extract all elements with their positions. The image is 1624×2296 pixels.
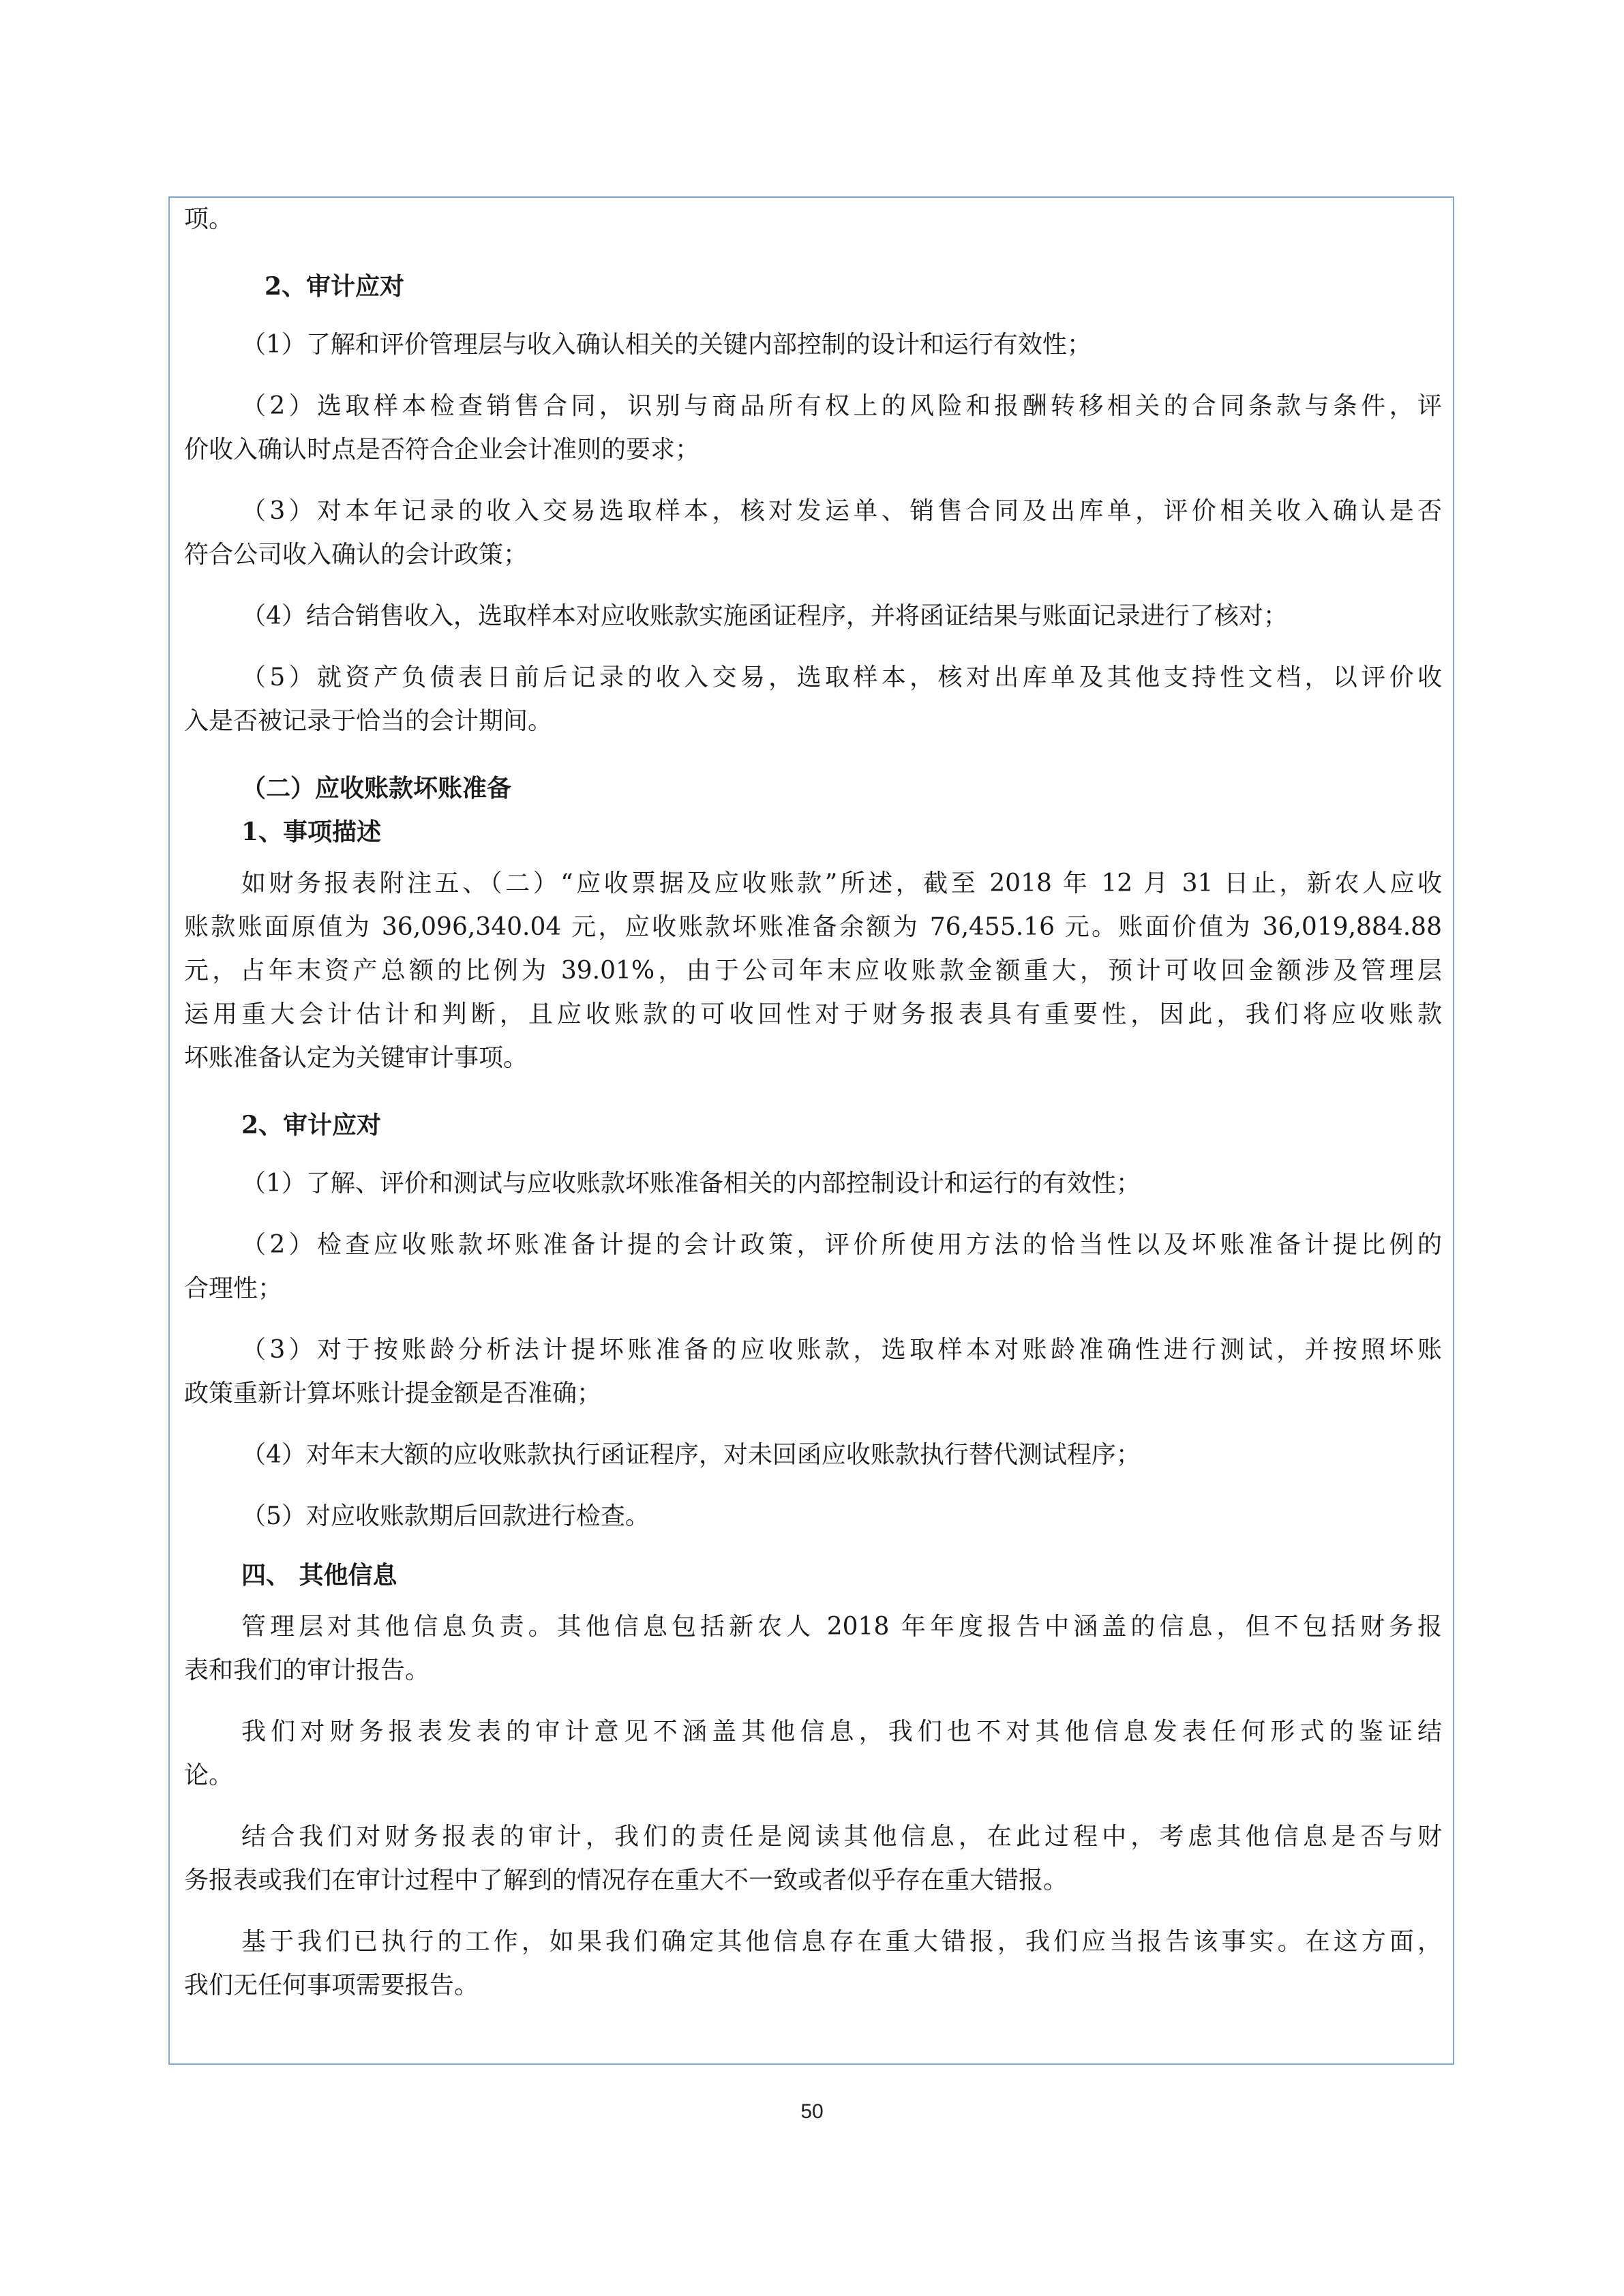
item-line: 入是否被记录于恰当的会计期间。	[184, 707, 553, 735]
audit-response-item-1	[184, 323, 1442, 367]
item-line: （4）结合销售收入，选取样本对应收账款实施函证程序，并将函证结果与账面记录进行了核对；	[241, 602, 1288, 630]
item-line: 符合公司收入确认的会计政策；	[184, 541, 528, 569]
description-heading: 1、事项描述	[241, 818, 382, 846]
section-two-title: （二）应收账款坏账准备	[241, 774, 512, 803]
paragraph-line: 结合我们对财务报表的审计，我们的责任是阅读其他信息，在此过程中，考虑其他信息是否与财	[241, 1823, 1442, 1851]
description-line: 坏账准备认定为关键审计事项。	[184, 1044, 528, 1072]
continuation-line: 项。	[184, 205, 234, 233]
description-line: 账款账面原值为 36,096,340.04 元，应收账款坏账准备余额为 76,455.16 元。账面价值为 36,019,884.88	[184, 913, 1442, 941]
audit-response-heading-1: 2、审计应对	[265, 272, 405, 301]
item-line: （1）了解和评价管理层与收入确认相关的关键内部控制的设计和运行有效性；	[241, 331, 1092, 359]
description-paragraph	[184, 862, 1442, 1080]
other-info-paragraph-2	[184, 1710, 1442, 1798]
item-line: （3）对本年记录的收入交易选取样本，核对发运单、销售合同及出库单，评价相关收入确认是否	[241, 497, 1442, 525]
audit-response-item-4	[184, 595, 1442, 638]
paragraph-line: 表和我们的审计报告。	[184, 1656, 430, 1684]
page-number: 50	[800, 2100, 824, 2123]
item-line: 政策重新计算坏账计提金额是否准确；	[184, 1380, 602, 1407]
audit-response-item-2	[184, 385, 1442, 472]
item-line: （5）对应收账款期后回款进行检查。	[241, 1502, 650, 1530]
bad-debt-item-5	[184, 1495, 1442, 1538]
other-info-paragraph-1	[184, 1605, 1442, 1693]
item-line: （2）选取样本检查销售合同，识别与商品所有权上的风险和报酬转移相关的合同条款与条件，评	[241, 392, 1442, 420]
paragraph-line: 我们对财务报表发表的审计意见不涵盖其他信息，我们也不对其他信息发表任何形式的鉴证结	[241, 1718, 1442, 1746]
audit-response-item-5	[184, 656, 1442, 743]
bad-debt-item-1	[184, 1162, 1442, 1206]
bad-debt-item-2	[184, 1223, 1442, 1311]
other-info-paragraph-3	[184, 1815, 1442, 1903]
item-line: （5）就资产负债表日前后记录的收入交易，选取样本，核对出库单及其他支持性文档，以评价收	[241, 664, 1442, 691]
description-line: 如财务报表附注五、（二）“应收票据及应收账款”所述，截至 2018 年 12 月 31 日止，新农人应收	[241, 869, 1442, 897]
item-line: （4）对年末大额的应收账款执行函证程序，对未回函应收账款执行替代测试程序；	[241, 1441, 1141, 1469]
item-line: （3）对于按账龄分析法计提坏账准备的应收账款，选取样本对账龄准确性进行测试，并按照坏账	[241, 1336, 1442, 1364]
bad-debt-item-4	[184, 1433, 1442, 1477]
paragraph-line: 我们无任何事项需要报告。	[184, 1971, 479, 1999]
paragraph-line: 论。	[184, 1761, 234, 1789]
description-line: 运用重大会计估计和判断，且应收账款的可收回性对于财务报表具有重要性，因此，我们将应收账款	[184, 1000, 1442, 1028]
other-information-heading: 四、 其他信息	[241, 1561, 397, 1590]
item-line: （1）了解、评价和测试与应收账款坏账准备相关的内部控制设计和运行的有效性；	[241, 1169, 1141, 1197]
audit-response-heading-2: 2、审计应对	[241, 1111, 382, 1139]
paragraph-line: 基于我们已执行的工作，如果我们确定其他信息存在重大错报，我们应当报告该事实。在这方面，	[241, 1928, 1442, 1956]
bad-debt-item-3	[184, 1328, 1442, 1416]
other-info-paragraph-4	[184, 1920, 1442, 2008]
description-line: 元，占年末资产总额的比例为 39.01%，由于公司年末应收账款金额重大，预计可收回金额涉及管理层	[184, 957, 1442, 985]
item-line: 价收入确认时点是否符合企业会计准则的要求；	[184, 436, 700, 464]
paragraph-line: 管理层对其他信息负责。其他信息包括新农人 2018 年年度报告中涵盖的信息，但不包括财务报	[241, 1613, 1442, 1641]
paragraph-line: 务报表或我们在审计过程中了解到的情况存在重大不一致或者似乎存在重大错报。	[184, 1866, 1068, 1894]
item-line: 合理性；	[184, 1274, 283, 1302]
report-body	[184, 198, 1442, 2008]
item-line: （2）检查应收账款坏账准备计提的会计政策，评价所使用方法的恰当性以及坏账准备计提比例的	[241, 1231, 1442, 1259]
audit-response-item-3	[184, 490, 1442, 577]
